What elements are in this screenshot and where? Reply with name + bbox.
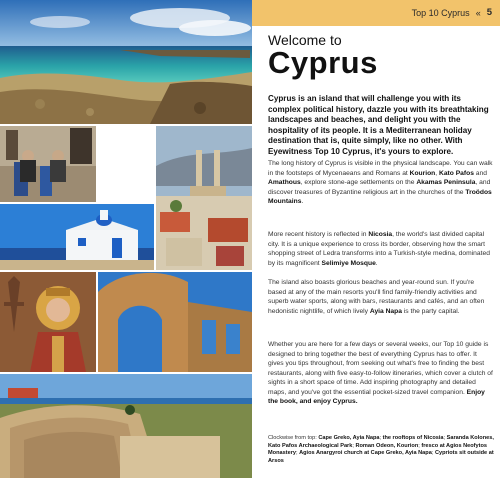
text-run: , [435,169,439,177]
intro-paragraph: Cyprus is an island that will challenge you with its complex political history, dazzle you with its breathtaking landscapes and beaches, and delight you with the hospitality of its people. It is a Mediterranean holiday destination that is, quite simply, like no other. With Eyewitness Top 10 Cyprus, it's yours to explore. [268,94,489,156]
page-title: Cyprus [268,45,378,80]
welcome-label: Welcome to [268,32,342,48]
text-run: and [473,169,487,177]
caption-sep: ; [418,442,422,449]
paragraph-beaches [268,278,494,316]
place-amathous: Amathous [268,179,301,186]
place-akamas: Akamas Peninsula [416,179,476,186]
photo-arsos-image [0,126,96,202]
text-run: . [375,259,378,267]
caption-item: Cape Greko, Ayia Napa [318,435,380,441]
photo-church [0,204,154,270]
paragraph-history [268,159,494,207]
place-kourion: Kourion [409,169,436,177]
photo-fresco [0,272,96,372]
caption-sep: ; [443,435,447,441]
place-nicosia: Nicosia [368,231,393,238]
place-ayia-napa: Ayia Napa [369,307,402,315]
photo-kourion-odeon [0,374,252,478]
text-run: . [301,198,304,205]
caption-item: Saranda Kolones, Kato Pafos Archaeological Park [268,435,494,449]
section-title: Top 10 Cyprus [411,7,470,18]
place-kato-pafos: Kato Pafos [439,169,474,177]
separator-mark: « [475,7,481,18]
photo-fresco-image [0,272,96,372]
caption-item: fresco at Agios Neofytos Monastery [268,442,488,457]
caption-sep: ; [379,435,383,441]
text-run: , the world's last divided capital city. It is a unique experience to cross its border, observing how the smart shopping street of Ledra transforms into a Turkish-style medina, dominated by its magnificent [268,231,490,267]
caption-lead: Clockwise from top: [268,435,319,441]
caption-sep: ; [431,450,435,457]
photo-cape-greko [0,0,252,124]
photo-kourion-odeon-image [0,374,252,478]
closing-line: Enjoy the book, and enjoy Cyprus. [268,388,485,405]
paragraph-guide [268,340,494,407]
paragraph-nicosia [268,230,494,268]
text-column [268,0,494,478]
caption-sep: ; [352,442,356,449]
text-run: , and discover treasures of Byzantine religious art in the churches of the [268,179,491,196]
photo-church-image [0,204,154,270]
photo-nicosia [156,126,252,270]
photo-caption [268,435,494,465]
photo-nicosia-image [156,126,252,270]
place-troodos: Troödos Mountains [268,188,492,205]
text-run: The island also boasts glorious beaches and year-round sun. If you're based at any of the main resorts you'll find family-friendly activities and superb water sports, along with bars, restaurants and cafés, and an often hedonistic nightlife, of which lively [268,279,485,315]
caption-item: the rooftops of Nicosia [382,435,444,441]
photo-cape-greko-image [0,0,252,124]
text-run: , explore stone-age settlements on the [300,179,417,186]
caption-item: Roman Odeon, Kourion [355,442,419,449]
photo-arsos [0,126,96,202]
text-run: More recent history is reflected in [268,231,369,238]
page-number: 5 [486,7,492,18]
caption-item: Cypriots sit outside at Arsos [268,450,494,464]
caption-item: Agios Anargyroi church at Cape Greko, Ayia Napa [299,450,432,457]
photo-saranda-kolones [98,272,252,372]
text-run: is the party capital. [401,307,460,315]
caption-sep: ; [295,450,300,457]
text-run: The long history of Cyprus is visible in the physical landscape. You can walk in the footsteps of Mycenaeans and Romans at [268,160,493,177]
photo-saranda-kolones-image [98,272,252,372]
place-selimiye: Selimiye Mosque [321,259,376,267]
text-run: Whether you are here for a few days or several weeks, our Top 10 guide is designed to bring together the best of everything Cyprus has to offer. It gives you tips throughout, from seeking out what's free to finding the best restaurants, along with five easy-to-follow itineraries, which cover a clutch of sights in a short space of time. Add inspiring photography and detailed maps, and you've got the essential pocket-sized travel companion. [268,341,493,396]
